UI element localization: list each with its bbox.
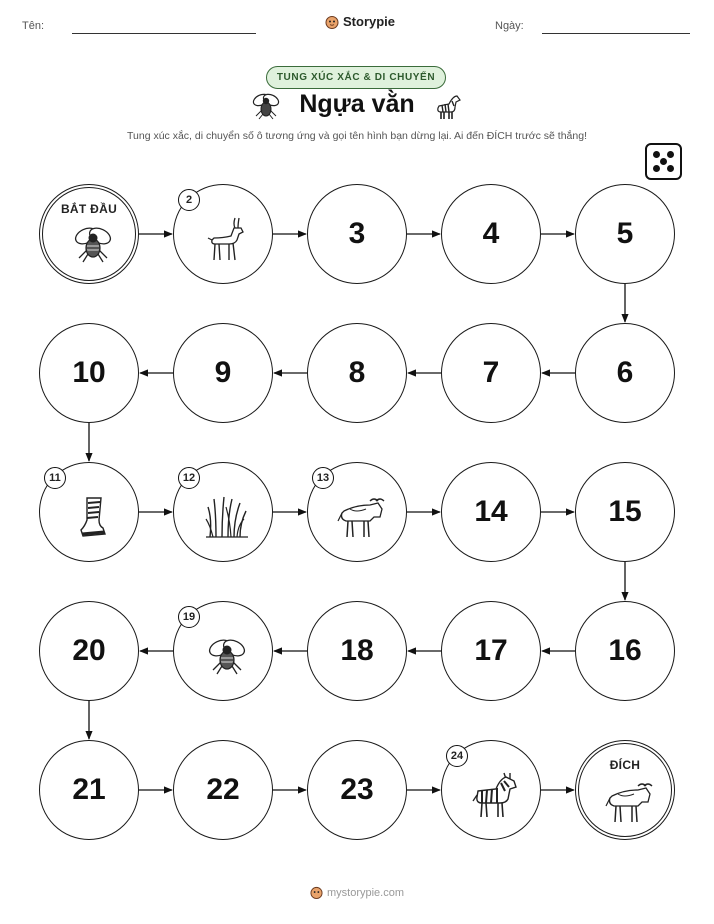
space-number: 18 <box>340 634 374 667</box>
space-number: 13 <box>312 467 334 489</box>
space-number: 4 <box>482 217 500 250</box>
board-space-10[interactable] <box>39 323 139 423</box>
date-label: Ngày: <box>495 20 524 32</box>
space-number: 24 <box>446 745 468 767</box>
space-number: 19 <box>178 606 200 628</box>
board-space-12[interactable] <box>173 462 273 562</box>
board-space-9[interactable] <box>173 323 273 423</box>
space-number: 22 <box>206 773 240 806</box>
finish-space[interactable] <box>575 740 675 840</box>
board-space-21[interactable] <box>39 740 139 840</box>
start-space[interactable] <box>39 184 139 284</box>
space-number: 12 <box>178 467 200 489</box>
wildebeest-icon <box>336 495 386 544</box>
board-space-14[interactable] <box>441 462 541 562</box>
fly-icon <box>205 636 249 681</box>
board-space-7[interactable] <box>441 323 541 423</box>
board-space-23[interactable] <box>307 740 407 840</box>
page-title: Ngựa vằn <box>299 90 415 118</box>
board-space-22[interactable] <box>173 740 273 840</box>
space-number: 9 <box>214 356 232 389</box>
space-number: 7 <box>482 356 500 389</box>
board-space-15[interactable] <box>575 462 675 562</box>
fly-icon <box>71 224 115 269</box>
board-space-20[interactable] <box>39 601 139 701</box>
zebra-leg-icon <box>73 494 113 545</box>
board-space-13[interactable] <box>307 462 407 562</box>
board-space-4[interactable] <box>441 184 541 284</box>
brand-name: Storypie <box>343 14 396 29</box>
space-number: 14 <box>474 495 508 528</box>
space-number: 2 <box>178 189 200 211</box>
space-number: 5 <box>616 217 634 250</box>
space-number: 11 <box>44 467 66 489</box>
space-number: 3 <box>348 217 366 250</box>
instructions: Tung xúc xắc, di chuyển số ô tương ứng và gọi tên hình bạn dừng lại. Ai đến ĐÍCH trước sẽ thắng! <box>126 130 587 142</box>
gazelle-icon <box>205 214 249 269</box>
footer-url[interactable]: mystorypie.com <box>326 886 405 899</box>
board-space-3[interactable] <box>307 184 407 284</box>
grass-icon <box>204 495 250 544</box>
name-label: Tên: <box>22 20 45 32</box>
space-number: 15 <box>608 495 642 528</box>
space-caption: BẮT ĐẦU <box>60 202 118 216</box>
board-space-5[interactable] <box>575 184 675 284</box>
board-space-8[interactable] <box>307 323 407 423</box>
board-space-6[interactable] <box>575 323 675 423</box>
board-space-2[interactable] <box>173 184 273 284</box>
zebra-icon <box>470 771 520 824</box>
space-number: 10 <box>72 356 106 389</box>
space-number: 17 <box>474 634 508 667</box>
board-space-11[interactable] <box>39 462 139 562</box>
space-number: 20 <box>72 634 106 667</box>
board-space-17[interactable] <box>441 601 541 701</box>
wildebeest-icon <box>604 780 654 829</box>
space-number: 23 <box>340 773 374 806</box>
space-number: 6 <box>616 356 634 389</box>
space-caption: ĐÍCH <box>609 758 641 772</box>
space-number: 8 <box>348 356 366 389</box>
footer <box>0 886 714 899</box>
board-space-24[interactable] <box>441 740 541 840</box>
space-number: 21 <box>72 773 106 806</box>
board-space-19[interactable] <box>173 601 273 701</box>
space-number: 16 <box>608 634 642 667</box>
activity-badge: TUNG XÚC XẮC & DI CHUYỂN <box>266 66 446 89</box>
board-space-18[interactable] <box>307 601 407 701</box>
board-space-16[interactable] <box>575 601 675 701</box>
storypie-logo-icon <box>310 886 323 899</box>
